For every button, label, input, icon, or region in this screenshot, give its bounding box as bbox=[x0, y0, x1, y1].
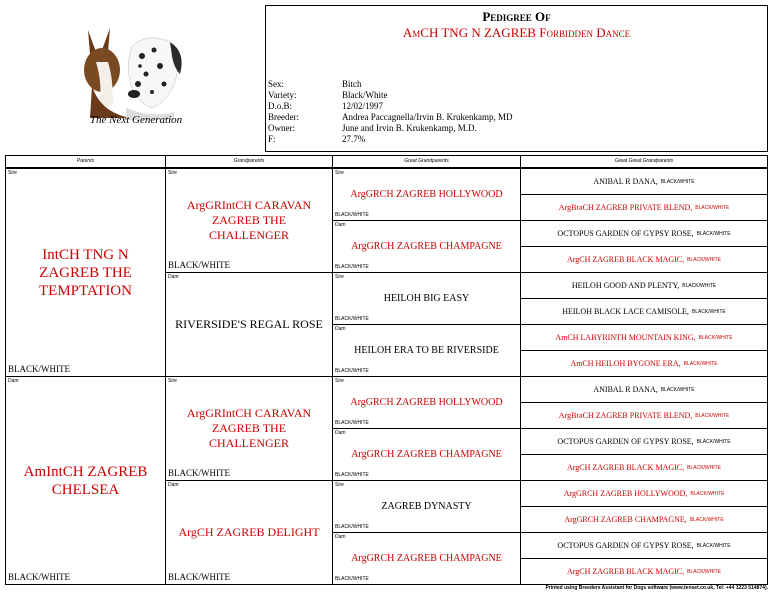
coat-color: BLACK/WHITE bbox=[696, 438, 731, 445]
dog-name: ArgGRCH ZAGREB CHAMPAGNE bbox=[351, 449, 502, 460]
dog-name: ArgGRCH ZAGREB HOLLYWOOD, bbox=[563, 489, 688, 498]
role-label: Sire bbox=[168, 170, 177, 176]
info-label: Sex: bbox=[268, 79, 285, 89]
role-label: Dam bbox=[168, 482, 179, 488]
dog-entry bbox=[521, 377, 767, 402]
dog-name: AmCH HEILOH BYGONE ERA, bbox=[570, 359, 681, 368]
dog-name: ArgGRIntCH CARAVAN ZAGREB THE CHALLENGER bbox=[186, 198, 312, 242]
header-box bbox=[265, 5, 768, 152]
coat-color: BLACK/WHITE bbox=[168, 468, 230, 478]
coat-color: BLACK/WHITE bbox=[335, 576, 369, 582]
great-great-grandparents-cell bbox=[520, 168, 768, 195]
role-label: Sire bbox=[335, 378, 344, 384]
coat-color: BLACK/WHITE bbox=[695, 412, 730, 419]
parents-cell bbox=[5, 376, 166, 585]
dog-name: ArgGRIntCH CARAVAN ZAGREB THE CHALLENGER bbox=[186, 406, 312, 450]
great-grandparents-cell bbox=[332, 480, 521, 533]
dog-entry bbox=[521, 273, 767, 298]
great-great-grandparents-cell bbox=[520, 402, 768, 429]
coat-color: BLACK/WHITE bbox=[335, 472, 369, 478]
dog-entry bbox=[521, 169, 767, 194]
coat-color: BLACK/WHITE bbox=[698, 334, 733, 341]
logo-text: The Next Generation bbox=[89, 114, 183, 126]
info-label: Breeder: bbox=[268, 112, 299, 122]
great-great-grandparents-cell bbox=[520, 220, 768, 247]
dog-entry bbox=[521, 195, 767, 220]
dog-name: HEILOH GOOD AND PLENTY, bbox=[571, 281, 680, 290]
coat-color: BLACK/WHITE bbox=[696, 230, 731, 237]
parents-cell bbox=[5, 168, 166, 377]
role-label: Dam bbox=[335, 430, 346, 436]
info-label: F: bbox=[268, 134, 276, 144]
info-row-coi bbox=[266, 133, 766, 145]
coat-color: BLACK/WHITE bbox=[335, 316, 369, 322]
dog-entry bbox=[521, 351, 767, 376]
coat-color: BLACK/WHITE bbox=[687, 256, 722, 263]
great-great-grandparents-cell bbox=[520, 454, 768, 481]
dog-entry bbox=[166, 273, 332, 376]
dog-entry bbox=[521, 507, 767, 532]
info-value: 27.7% bbox=[342, 134, 366, 144]
coat-color: BLACK/WHITE bbox=[682, 282, 717, 289]
grandparents-cell bbox=[165, 376, 333, 481]
grandparents-cell bbox=[165, 480, 333, 585]
grandparents-cell bbox=[165, 272, 333, 377]
dog-name: HEILOH ERA TO BE RIVERSIDE bbox=[354, 345, 499, 356]
grandparents-cell bbox=[165, 168, 333, 273]
dog-entry bbox=[521, 299, 767, 324]
info-label: Owner: bbox=[268, 123, 295, 133]
great-grandparents-cell bbox=[332, 532, 521, 585]
dog-entry bbox=[6, 169, 165, 376]
great-grandparents-cell bbox=[332, 428, 521, 481]
great-great-grandparents-cell bbox=[520, 324, 768, 351]
dog-name: IntCH TNG N ZAGREB THE TEMPTATION bbox=[39, 246, 132, 299]
great-grandparents-cell bbox=[332, 272, 521, 325]
dog-name: OCTOPUS GARDEN OF GYPSY ROSE, bbox=[557, 437, 694, 446]
column-header-parents: Parents bbox=[5, 155, 166, 168]
column-header-great-grandparents: Great Grandparents bbox=[332, 155, 521, 168]
great-grandparents-cell bbox=[332, 220, 521, 273]
info-label: D.o.B: bbox=[268, 101, 293, 111]
dog-name: ANIBAL R DANA, bbox=[593, 385, 658, 394]
coat-color: BLACK/WHITE bbox=[687, 568, 722, 575]
coat-color: BLACK/WHITE bbox=[687, 464, 722, 471]
dog-name: ArgCH ZAGREB BLACK MAGIC, bbox=[566, 463, 685, 472]
info-label: Variety: bbox=[268, 90, 297, 100]
great-great-grandparents-cell bbox=[520, 350, 768, 377]
info-value: June and Irvin B. Krukenkamp, M.D. bbox=[342, 123, 477, 133]
dog-name: RIVERSIDE'S REGAL ROSE bbox=[175, 317, 323, 331]
dog-name: ArgBraCH ZAGREB PRIVATE BLEND, bbox=[558, 203, 693, 212]
dog-name: AmCH TNG N ZAGREB Forbidden Dance bbox=[402, 25, 631, 40]
role-label: Dam bbox=[8, 378, 19, 384]
dog-entry bbox=[166, 169, 332, 272]
great-grandparents-cell bbox=[332, 376, 521, 429]
coat-color: BLACK/WHITE bbox=[335, 212, 369, 218]
dog-name: ArgCH ZAGREB BLACK MAGIC, bbox=[566, 255, 685, 264]
column-header-great-great-grandparents: Great Great Grandparents bbox=[520, 155, 768, 168]
great-great-grandparents-cell bbox=[520, 506, 768, 533]
dog-name: OCTOPUS GARDEN OF GYPSY ROSE, bbox=[557, 229, 694, 238]
coat-color: BLACK/WHITE bbox=[695, 204, 730, 211]
coat-color: BLACK/WHITE bbox=[335, 264, 369, 270]
dog-entry bbox=[521, 247, 767, 272]
great-great-grandparents-cell bbox=[520, 558, 768, 585]
dog-name: ArgCH ZAGREB BLACK MAGIC, bbox=[566, 567, 685, 576]
dog-name: ArgGRCH ZAGREB HOLLYWOOD bbox=[350, 397, 503, 408]
role-label: Sire bbox=[335, 170, 344, 176]
coat-color: BLACK/WHITE bbox=[8, 572, 70, 582]
dog-name: OCTOPUS GARDEN OF GYPSY ROSE, bbox=[557, 541, 694, 550]
dog-name: HEILOH BIG EASY bbox=[383, 293, 470, 304]
great-grandparents-cell bbox=[332, 168, 521, 221]
coat-color: BLACK/WHITE bbox=[691, 308, 726, 315]
dog-entry bbox=[6, 377, 165, 584]
role-label: Sire bbox=[335, 482, 344, 488]
coat-color: BLACK/WHITE bbox=[168, 572, 230, 582]
dog-name: ArgGRCH ZAGREB CHAMPAGNE, bbox=[564, 515, 687, 524]
dog-name: ArgBraCH ZAGREB PRIVATE BLEND, bbox=[558, 411, 693, 420]
coat-color: BLACK/WHITE bbox=[660, 386, 695, 393]
great-great-grandparents-cell bbox=[520, 532, 768, 559]
great-great-grandparents-cell bbox=[520, 428, 768, 455]
dog-entry bbox=[521, 559, 767, 584]
column-header-grandparents: Grandparents bbox=[165, 155, 333, 168]
pedigree-title: Pedigree Of bbox=[482, 9, 551, 24]
great-great-grandparents-cell bbox=[520, 376, 768, 403]
great-great-grandparents-cell bbox=[520, 246, 768, 273]
dog-name: ArgGRCH ZAGREB CHAMPAGNE bbox=[351, 553, 502, 564]
coat-color: BLACK/WHITE bbox=[335, 420, 369, 426]
footer-credit: Printed using Breeders Assistant for Dogs software (www.tenset.co.uk, Tel: +44 1223 514874). bbox=[545, 585, 768, 591]
coat-color: BLACK/WHITE bbox=[660, 178, 695, 185]
dog-name: HEILOH BLACK LACE CAMISOLE, bbox=[562, 307, 689, 316]
role-label: Sire bbox=[168, 378, 177, 384]
dog-entry bbox=[521, 221, 767, 246]
role-label: Dam bbox=[168, 274, 179, 280]
dog-entry bbox=[521, 533, 767, 558]
info-value: 12/02/1997 bbox=[342, 101, 384, 111]
dog-entry bbox=[166, 377, 332, 480]
dog-entry bbox=[521, 455, 767, 480]
coat-color: BLACK/WHITE bbox=[690, 490, 725, 497]
dog-name: ArgGRCH ZAGREB CHAMPAGNE bbox=[351, 241, 502, 252]
role-label: Sire bbox=[335, 274, 344, 280]
dog-entry bbox=[521, 481, 767, 506]
coat-color: BLACK/WHITE bbox=[8, 364, 70, 374]
info-value: Bitch bbox=[342, 79, 362, 89]
dog-entry bbox=[521, 325, 767, 350]
info-value: Andrea Paccagnella/Irvin B. Krukenkamp, MD bbox=[342, 112, 513, 122]
role-label: Dam bbox=[335, 326, 346, 332]
coat-color: BLACK/WHITE bbox=[168, 260, 230, 270]
great-great-grandparents-cell bbox=[520, 272, 768, 299]
dog-name: ZAGREB DYNASTY bbox=[381, 501, 472, 512]
great-great-grandparents-cell bbox=[520, 298, 768, 325]
dog-name: ArgGRCH ZAGREB HOLLYWOOD bbox=[350, 189, 503, 200]
coat-color: BLACK/WHITE bbox=[689, 516, 724, 523]
dog-entry bbox=[521, 429, 767, 454]
coat-color: BLACK/WHITE bbox=[696, 542, 731, 549]
logo bbox=[70, 22, 200, 134]
great-grandparents-cell bbox=[332, 324, 521, 377]
dog-name: AmCH LABYRINTH MOUNTAIN KING, bbox=[555, 333, 696, 342]
coat-color: BLACK/WHITE bbox=[683, 360, 718, 367]
role-label: Sire bbox=[8, 170, 17, 176]
coat-color: BLACK/WHITE bbox=[335, 368, 369, 374]
great-great-grandparents-cell bbox=[520, 480, 768, 507]
dog-name: AmIntCH ZAGREB CHELSEA bbox=[23, 463, 148, 498]
coat-color: BLACK/WHITE bbox=[335, 524, 369, 530]
dog-entry bbox=[166, 481, 332, 584]
info-value: Black/White bbox=[342, 90, 388, 100]
dog-name: ArgCH ZAGREB DELIGHT bbox=[178, 525, 320, 539]
dog-name: ANIBAL R DANA, bbox=[593, 177, 658, 186]
dog-entry bbox=[521, 403, 767, 428]
role-label: Dam bbox=[335, 222, 346, 228]
role-label: Dam bbox=[335, 534, 346, 540]
great-great-grandparents-cell bbox=[520, 194, 768, 221]
